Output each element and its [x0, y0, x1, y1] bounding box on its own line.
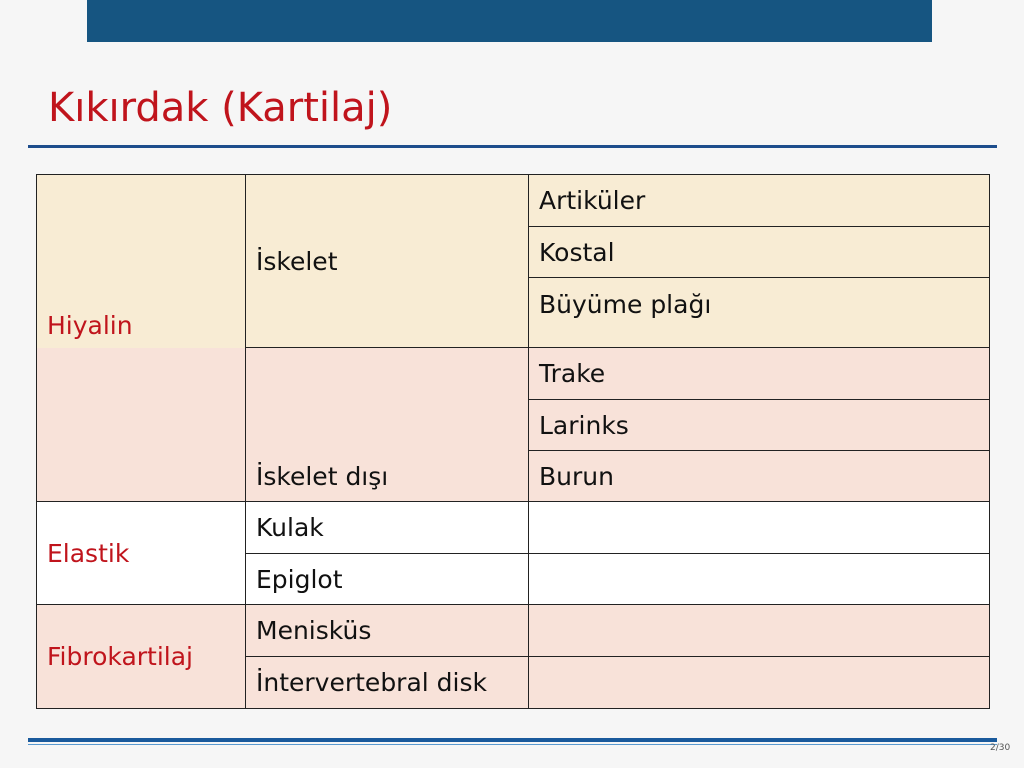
footer-rule-thin	[28, 744, 997, 745]
table-row	[37, 605, 990, 657]
footer-rule	[28, 738, 997, 742]
slide-title: Kıkırdak (Kartilaj)	[48, 85, 393, 131]
table-row	[37, 502, 990, 554]
artikuler-cell: Artiküler	[529, 175, 990, 227]
empty-cell	[529, 605, 990, 657]
header-bar	[87, 0, 932, 42]
empty-cell	[529, 554, 990, 605]
kulak-cell: Kulak	[246, 502, 529, 554]
hiyalin-cell	[37, 175, 246, 502]
kostal-cell: Kostal	[529, 227, 990, 278]
fibrokartilaj-cell: Fibrokartilaj	[37, 605, 246, 709]
empty-cell	[529, 657, 990, 709]
iskelet-disi-cell: İskelet dışı	[246, 348, 529, 502]
title-divider	[28, 145, 997, 148]
meniskus-cell: Menisküs	[246, 605, 529, 657]
trake-cell: Trake	[529, 348, 990, 400]
table-row	[37, 175, 990, 227]
buyume-plagi-cell: Büyüme plağı	[529, 278, 990, 348]
larinks-cell: Larinks	[529, 400, 990, 451]
hiyalin-label: Hiyalin	[47, 311, 133, 340]
intervertebral-disk-cell: İntervertebral disk	[246, 657, 529, 709]
cartilage-table	[36, 174, 990, 709]
elastik-cell: Elastik	[37, 502, 246, 605]
empty-cell	[529, 502, 990, 554]
iskelet-cell: İskelet	[246, 175, 529, 348]
epiglot-cell: Epiglot	[246, 554, 529, 605]
page-number: 2/30	[990, 743, 1011, 753]
burun-cell: Burun	[529, 451, 990, 502]
